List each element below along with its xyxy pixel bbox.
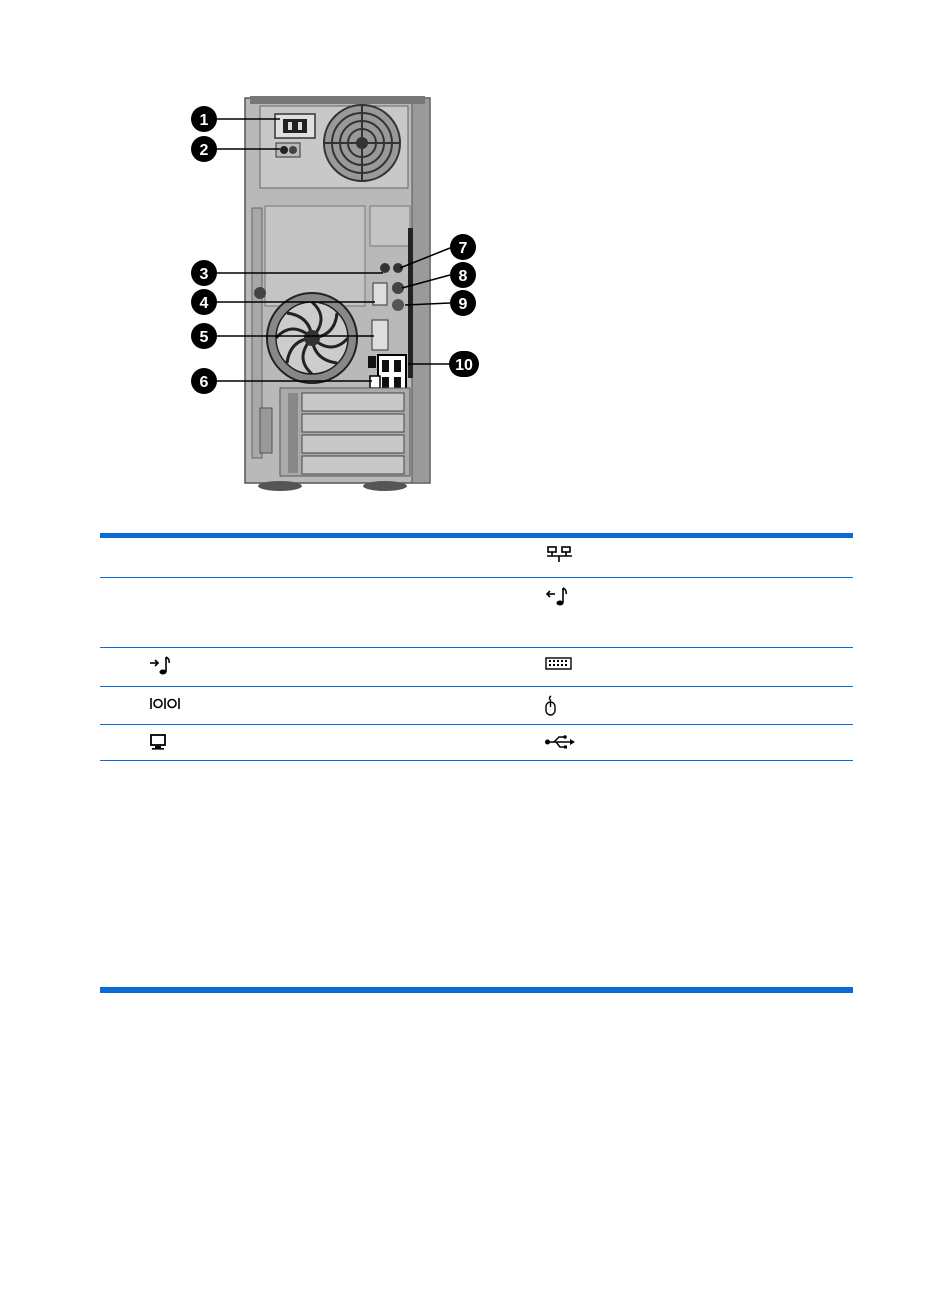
row-divider: [100, 760, 853, 761]
callout-3: [191, 260, 217, 286]
keyboard-icon: [545, 656, 575, 678]
row-divider: [100, 647, 853, 648]
callout-9-label: 9: [458, 296, 468, 313]
callout-4-label: 4: [199, 295, 209, 312]
row-divider: [100, 577, 853, 578]
callout-7: [450, 234, 476, 260]
table-bottom-rule: [100, 987, 853, 993]
monitor-icon: [149, 733, 179, 755]
mouse-icon: [544, 695, 574, 717]
serial-port-icon: [149, 696, 179, 718]
callout-9: [450, 290, 476, 316]
audio-out-icon: [546, 586, 576, 608]
callout-3-label: 3: [199, 266, 209, 283]
usb-icon: [544, 734, 574, 756]
callout-2-label: 2: [199, 142, 209, 159]
callout-5: [191, 323, 217, 349]
callout-8: [450, 262, 476, 288]
callout-6-label: 6: [199, 374, 209, 391]
callout-6: [191, 368, 217, 394]
callout-1: [191, 106, 217, 132]
row-divider: [100, 686, 853, 687]
chassis-drawing: [245, 96, 430, 491]
row-divider: [100, 724, 853, 725]
callout-8-label: 8: [458, 268, 468, 285]
callout-10: [449, 351, 479, 377]
audio-in-icon: [149, 655, 179, 677]
callout-5-label: 5: [199, 329, 209, 346]
callout-4: [191, 289, 217, 315]
table-top-rule: [100, 533, 853, 538]
callout-1-label: 1: [199, 112, 209, 129]
callout-10-label: 10: [455, 357, 473, 374]
callout-7-label: 7: [458, 240, 468, 257]
network-icon: [546, 545, 576, 567]
rear-panel-figure: [180, 88, 500, 493]
callout-2: [191, 136, 217, 162]
